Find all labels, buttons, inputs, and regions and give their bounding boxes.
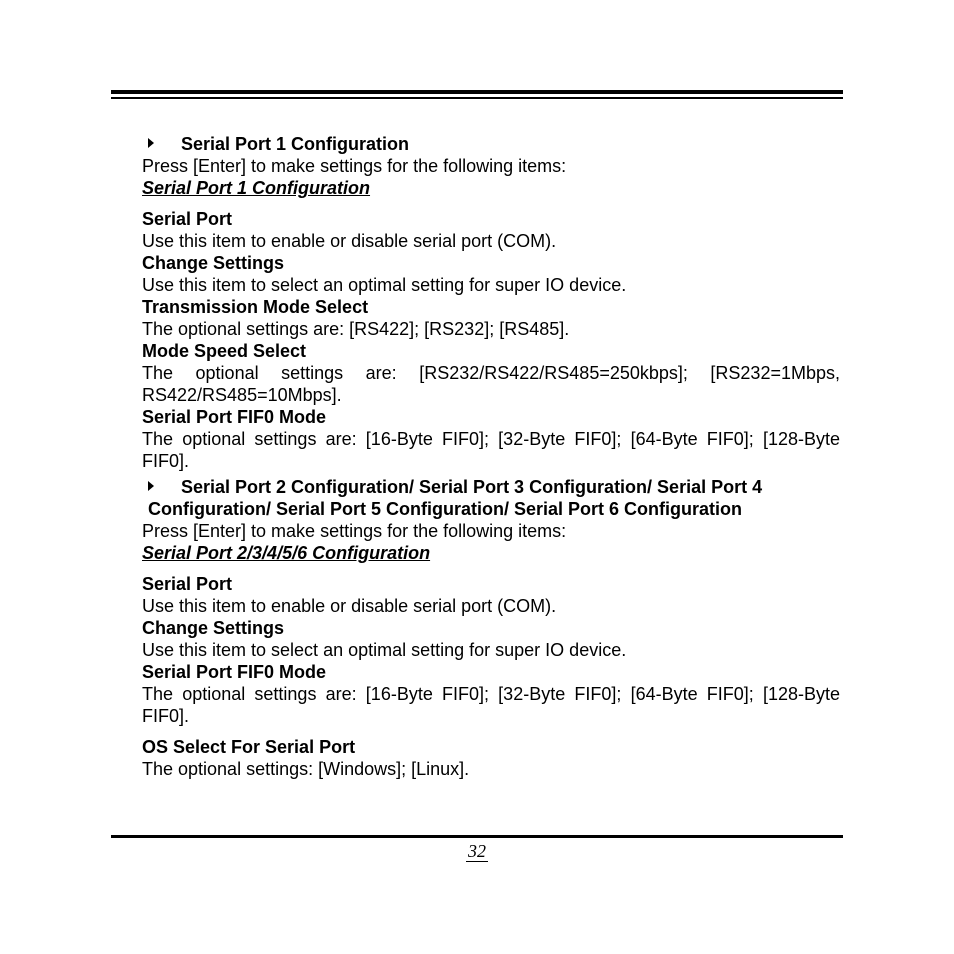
section-heading-serial-port-1: Serial Port 1 Configuration xyxy=(142,133,840,155)
section1-subtitle: Serial Port 1 Configuration xyxy=(142,178,371,198)
item-desc: Use this item to enable or disable serial port (COM). xyxy=(142,596,557,616)
item-desc: The optional settings are: [16-Byte FIF0]; [32-Byte FIF0]; [64-Byte FIF0]; [128-Byte FIF0]. xyxy=(142,684,840,726)
os-select-label: OS Select For Serial Port xyxy=(142,737,356,757)
item-label: Change Settings xyxy=(142,253,285,273)
item-desc: The optional settings are: [RS422]; [RS232]; [RS485]. xyxy=(142,319,570,339)
item-label: Serial Port xyxy=(142,209,233,229)
document-body xyxy=(142,133,840,780)
bullet-arrow-icon xyxy=(148,481,154,491)
footer-rule xyxy=(111,835,843,838)
item-desc: Use this item to enable or disable serial port (COM). xyxy=(142,231,557,251)
item-label: Change Settings xyxy=(142,618,285,638)
os-select-desc: The optional settings: [Windows]; [Linux]. xyxy=(142,759,470,779)
item-desc: Use this item to select an optimal setting for super IO device. xyxy=(142,275,627,295)
page-number: 32 xyxy=(468,841,486,861)
item-label: Mode Speed Select xyxy=(142,341,307,361)
section1-intro: Press [Enter] to make settings for the following items: xyxy=(142,156,567,176)
section2-subtitle: Serial Port 2/3/4/5/6 Configuration xyxy=(142,543,431,563)
header-rule-thin xyxy=(111,97,843,99)
section-heading-serial-ports-2-6: Serial Port 2 Configuration/ Serial Port 3 Configuration/ Serial Port 4 Configuration/ Serial Port 5 Configuration/ Serial Port 6 Configuration xyxy=(148,477,763,519)
item-desc: The optional settings are: [16-Byte FIF0]; [32-Byte FIF0]; [64-Byte FIF0]; [128-Byte FIF0]. xyxy=(142,429,840,471)
item-label: Serial Port FIF0 Mode xyxy=(142,407,327,427)
item-label: Serial Port xyxy=(142,574,233,594)
item-desc: The optional settings are: [RS232/RS422/RS485=250kbps]; [RS232=1Mbps, RS422/RS485=10Mbps]. xyxy=(142,363,840,405)
item-label: Transmission Mode Select xyxy=(142,297,369,317)
bullet-arrow-icon xyxy=(148,138,154,148)
header-rule-thick xyxy=(111,90,843,94)
item-desc: Use this item to select an optimal setting for super IO device. xyxy=(142,640,627,660)
section2-intro: Press [Enter] to make settings for the following items: xyxy=(142,521,567,541)
item-label: Serial Port FIF0 Mode xyxy=(142,662,327,682)
